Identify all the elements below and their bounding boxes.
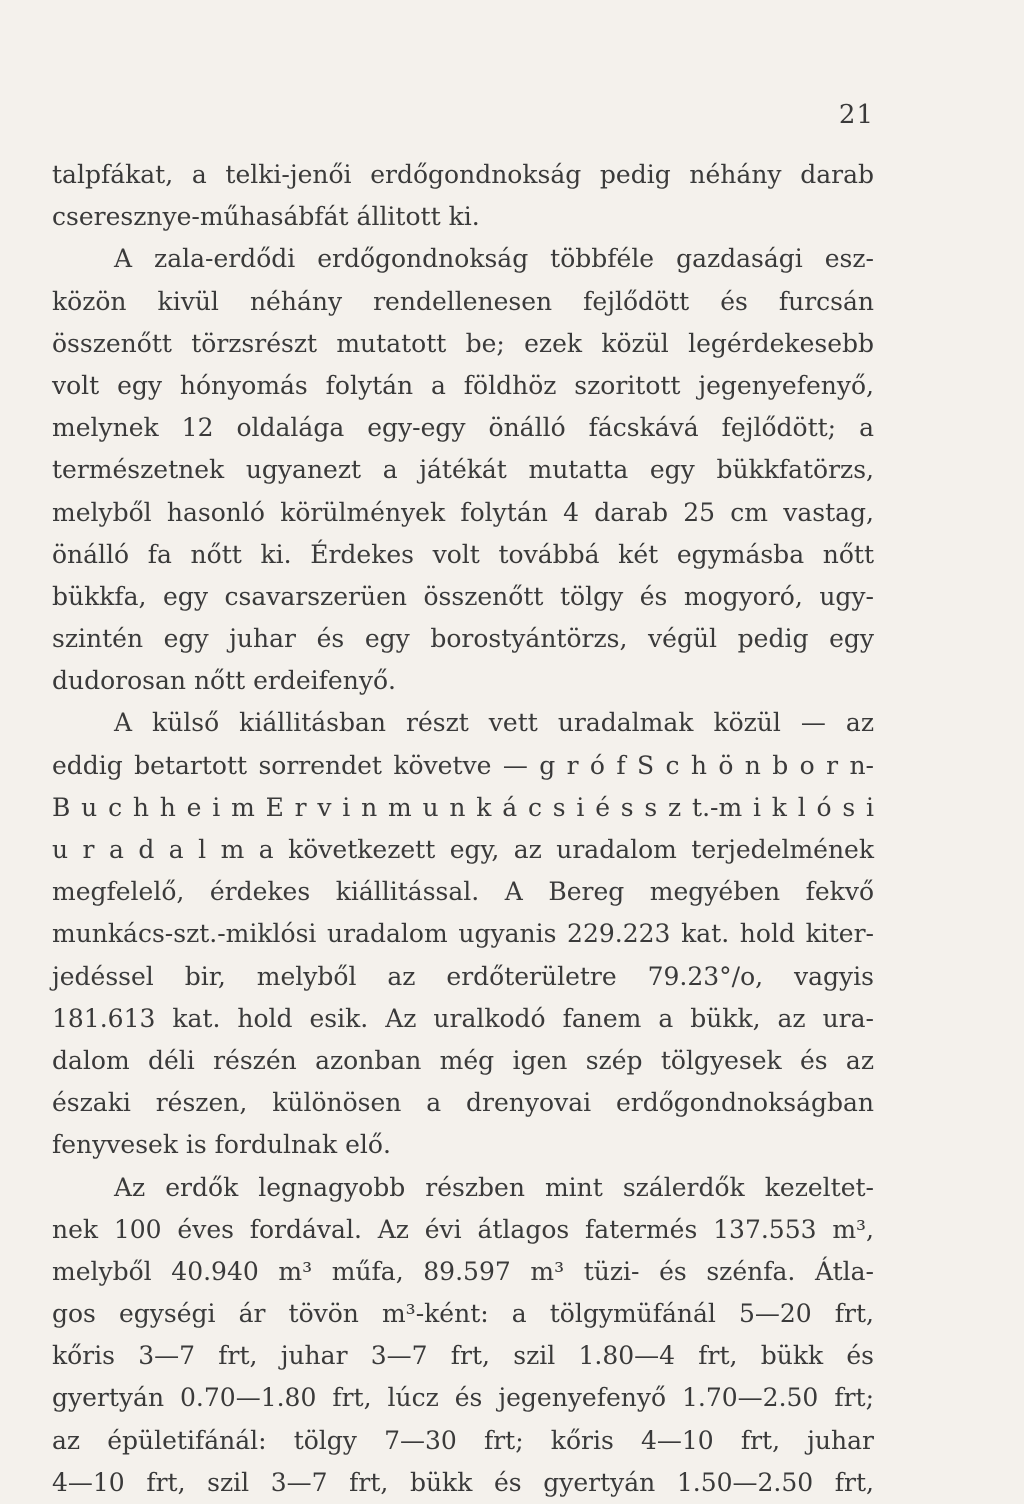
page-number: 21 xyxy=(838,100,874,130)
text-line: szintén egy juhar és egy borostyántörzs, végül pedig egy xyxy=(52,624,874,654)
text-line: nek 100 éves fordával. Az évi átlagos fatermés 137.553 m³, xyxy=(52,1214,874,1244)
text-line: melyből hasonló körülmények folytán 4 darab 25 cm vastag, xyxy=(52,497,874,527)
text-line: közön kivül néhány rendellenesen fejlődött és furcsán xyxy=(52,286,874,316)
text-line: gos egységi ár tövön m³-ként: a tölgymüfánál 5—20 frt, xyxy=(52,1299,874,1329)
text-line: eddig betartott sorrendet követve — g r ó f S c h ö n b o r n- xyxy=(52,750,874,780)
text-line: dalom déli részén azonban még igen szép tölgyesek és az xyxy=(52,1045,874,1075)
text-line: A külső kiállitásban részt vett uradalmak közül — az xyxy=(114,708,874,738)
text-line: melyből 40.940 m³ műfa, 89.597 m³ tüzi- és szénfa. Átla- xyxy=(52,1256,874,1286)
text-line: munkács-szt.-miklósi uradalom ugyanis 229.223 kat. hold kiter- xyxy=(52,919,874,949)
text-line: dudorosan nőtt erdeifenyő. xyxy=(52,666,396,696)
text-line: volt egy hónyomás folytán a földhöz szoritott jegenyefenyő, xyxy=(52,370,874,400)
text-line: talpfákat, a telki-jenői erdőgondnokság pedig néhány darab xyxy=(52,160,874,189)
text-line: Az erdők legnagyobb részben mint szálerdők kezeltet- xyxy=(114,1172,874,1202)
text-line: összenőtt törzsrészt mutatott be; ezek közül legérdekesebb xyxy=(52,328,874,358)
text-line: u r a d a l m a következett egy, az uradalom terjedelmének xyxy=(52,835,874,864)
text-line: az épületifánál: tölgy 7—30 frt; kőris 4—10 frt, juhar xyxy=(52,1425,874,1455)
text-line: fenyvesek is fordulnak elő. xyxy=(52,1130,391,1160)
text-line: önálló fa nőtt ki. Érdekes volt továbbá két egymásba nőtt xyxy=(52,539,874,569)
text-line: kőris 3—7 frt, juhar 3—7 frt, szil 1.80—4 frt, bükk és xyxy=(52,1341,874,1371)
text-line: 181.613 kat. hold esik. Az uralkodó fanem a bükk, az ura- xyxy=(52,1003,874,1033)
text-line: bükkfa, egy csavarszerüen összenőtt tölgy és mogyoró, ugy- xyxy=(52,581,874,611)
text-line: A zala-erdődi erdőgondnokság többféle gazdasági esz- xyxy=(114,244,874,274)
text-line: B u c h h e i m E r v i n m u n k á c s i é s s z t.-m i k l ó s i xyxy=(52,792,874,822)
text-line: cseresznye-műhasábfát állitott ki. xyxy=(52,202,480,232)
text-line: északi részen, különösen a drenyovai erdőgondnokságban xyxy=(52,1088,874,1118)
text-line: 4—10 frt, szil 3—7 frt, bükk és gyertyán 1.50—2.50 frt, xyxy=(52,1467,874,1497)
text-line: természetnek ugyanezt a játékát mutatta egy bükkfatörzs, xyxy=(52,455,874,485)
text-line: gyertyán 0.70—1.80 frt, lúcz és jegenyefenyő 1.70—2.50 frt; xyxy=(52,1383,874,1413)
text-line: jedéssel bir, melyből az erdőterületre 79.23°/o, vagyis xyxy=(52,961,874,991)
text-line: megfelelő, érdekes kiállitással. A Bereg megyében fekvő xyxy=(52,877,874,907)
body-text xyxy=(52,154,874,1504)
text-line: melynek 12 oldalága egy-egy önálló fácskává fejlődött; a xyxy=(52,413,874,443)
